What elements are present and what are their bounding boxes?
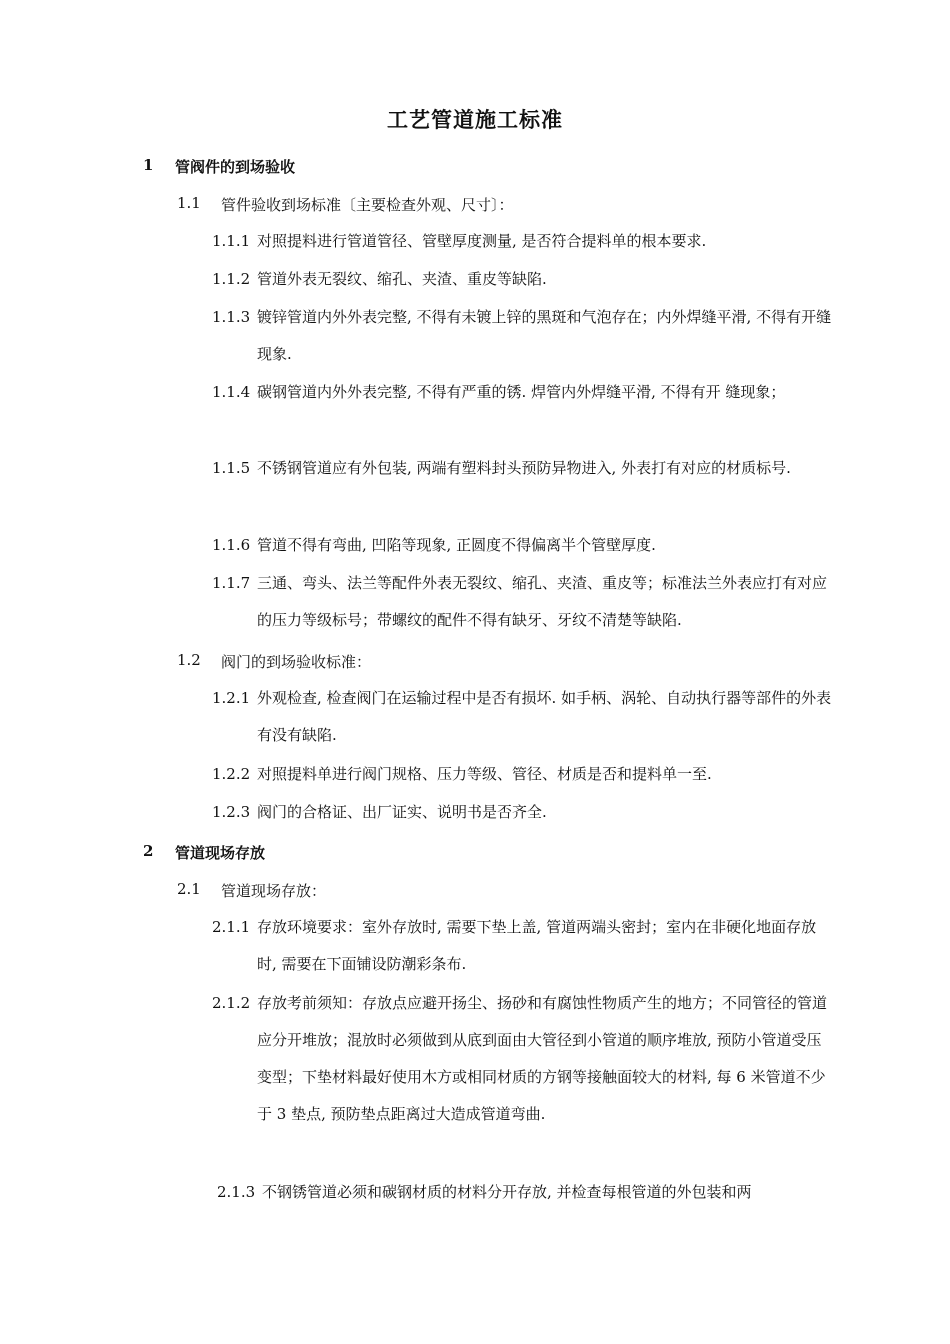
item-text: 管道不得有弯曲, 凹陷等现象, 正圆度不得偏离半个管壁厚度. xyxy=(257,536,656,554)
item-number: 2.1.2 xyxy=(212,994,251,1012)
subsection-number: 2.1 xyxy=(177,880,201,898)
document-title: 工艺管道施工标准 xyxy=(387,108,563,132)
item-text: 存放考前须知：存放点应避开扬尘、扬砂和有腐蚀性物质产生的地方；不同管径的管道应分开堆放；混放时必须做到从底到面由大管径到小管道的顺序堆放, 预防小管道受压变型；下垫材料最好使用木方或相同材质的方钢等接触面较大的材料, 每 6 米管道不少于 3 垫点, 预防垫点距离过大造成管道弯曲. xyxy=(257,994,828,1123)
subsection-title: 阀门的到场验收标准： xyxy=(221,653,372,671)
item-text: 管道外表无裂纹、缩孔、夹渣、重皮等缺陷. xyxy=(257,270,547,288)
item-text: 镀锌管道内外外表完整, 不得有未镀上锌的黑斑和气泡存在；内外焊缝平滑, 不得有开缝现象. xyxy=(257,308,832,363)
subsection-number: 1.2 xyxy=(177,651,201,669)
subsection-title: 管件验收到场标准〔主要检查外观、尺寸〕： xyxy=(221,196,514,214)
item-text: 存放环境要求：室外存放时, 需要下垫上盖, 管道两端头密封；室内在非硬化地面存放时, 需要在下面铺设防潮彩条布. xyxy=(257,918,817,973)
item-number: 1.1.2 xyxy=(212,270,251,288)
subsection-number: 1.1 xyxy=(177,194,201,212)
section-title: 管道现场存放 xyxy=(175,844,266,862)
item-number: 1.1.7 xyxy=(212,574,251,592)
section-number: 2 xyxy=(143,842,154,860)
item-number: 1.1.5 xyxy=(212,459,251,477)
item-text: 不锈钢管道应有外包装, 两端有塑料封头预防异物进入, 外表打有对应的材质标号. xyxy=(257,459,791,477)
section-number: 1 xyxy=(143,156,154,174)
item-text: 不钢锈管道必须和碳钢材质的材料分开存放, 并检查每根管道的外包装和两 xyxy=(262,1183,752,1201)
item-text: 阀门的合格证、出厂证实、说明书是否齐全. xyxy=(257,803,547,821)
item-number: 1.2.3 xyxy=(212,803,251,821)
item-text: 对照提料进行管道管径、管壁厚度测量, 是否符合提料单的根本要求. xyxy=(257,232,707,250)
item-number: 1.1.4 xyxy=(212,383,251,401)
item-text: 对照提料单进行阀门规格、压力等级、管径、材质是否和提料单一至. xyxy=(257,765,712,783)
item-number: 1.1.6 xyxy=(212,536,251,554)
item-number: 1.2.2 xyxy=(212,765,251,783)
item-number: 1.1.3 xyxy=(212,308,251,326)
item-text: 碳钢管道内外外表完整, 不得有严重的锈. 焊管内外焊缝平滑, 不得有开 缝现象； xyxy=(257,383,786,401)
item-text: 外观检查, 检查阀门在运输过程中是否有损坏. 如手柄、涡轮、自动执行器等部件的外表有没有缺陷. xyxy=(257,689,832,744)
item-number: 1.1.1 xyxy=(212,232,251,250)
item-number: 2.1.1 xyxy=(212,918,251,936)
item-number: 1.2.1 xyxy=(212,689,251,707)
item-text: 三通、弯头、法兰等配件外表无裂纹、缩孔、夹渣、重皮等；标准法兰外表应打有对应的压力等级标号；带螺纹的配件不得有缺牙、牙纹不清楚等缺陷. xyxy=(257,574,828,629)
subsection-title: 管道现场存放： xyxy=(221,882,327,900)
item-number: 2.1.3 xyxy=(217,1183,256,1201)
section-title: 管阀件的到场验收 xyxy=(175,158,296,176)
